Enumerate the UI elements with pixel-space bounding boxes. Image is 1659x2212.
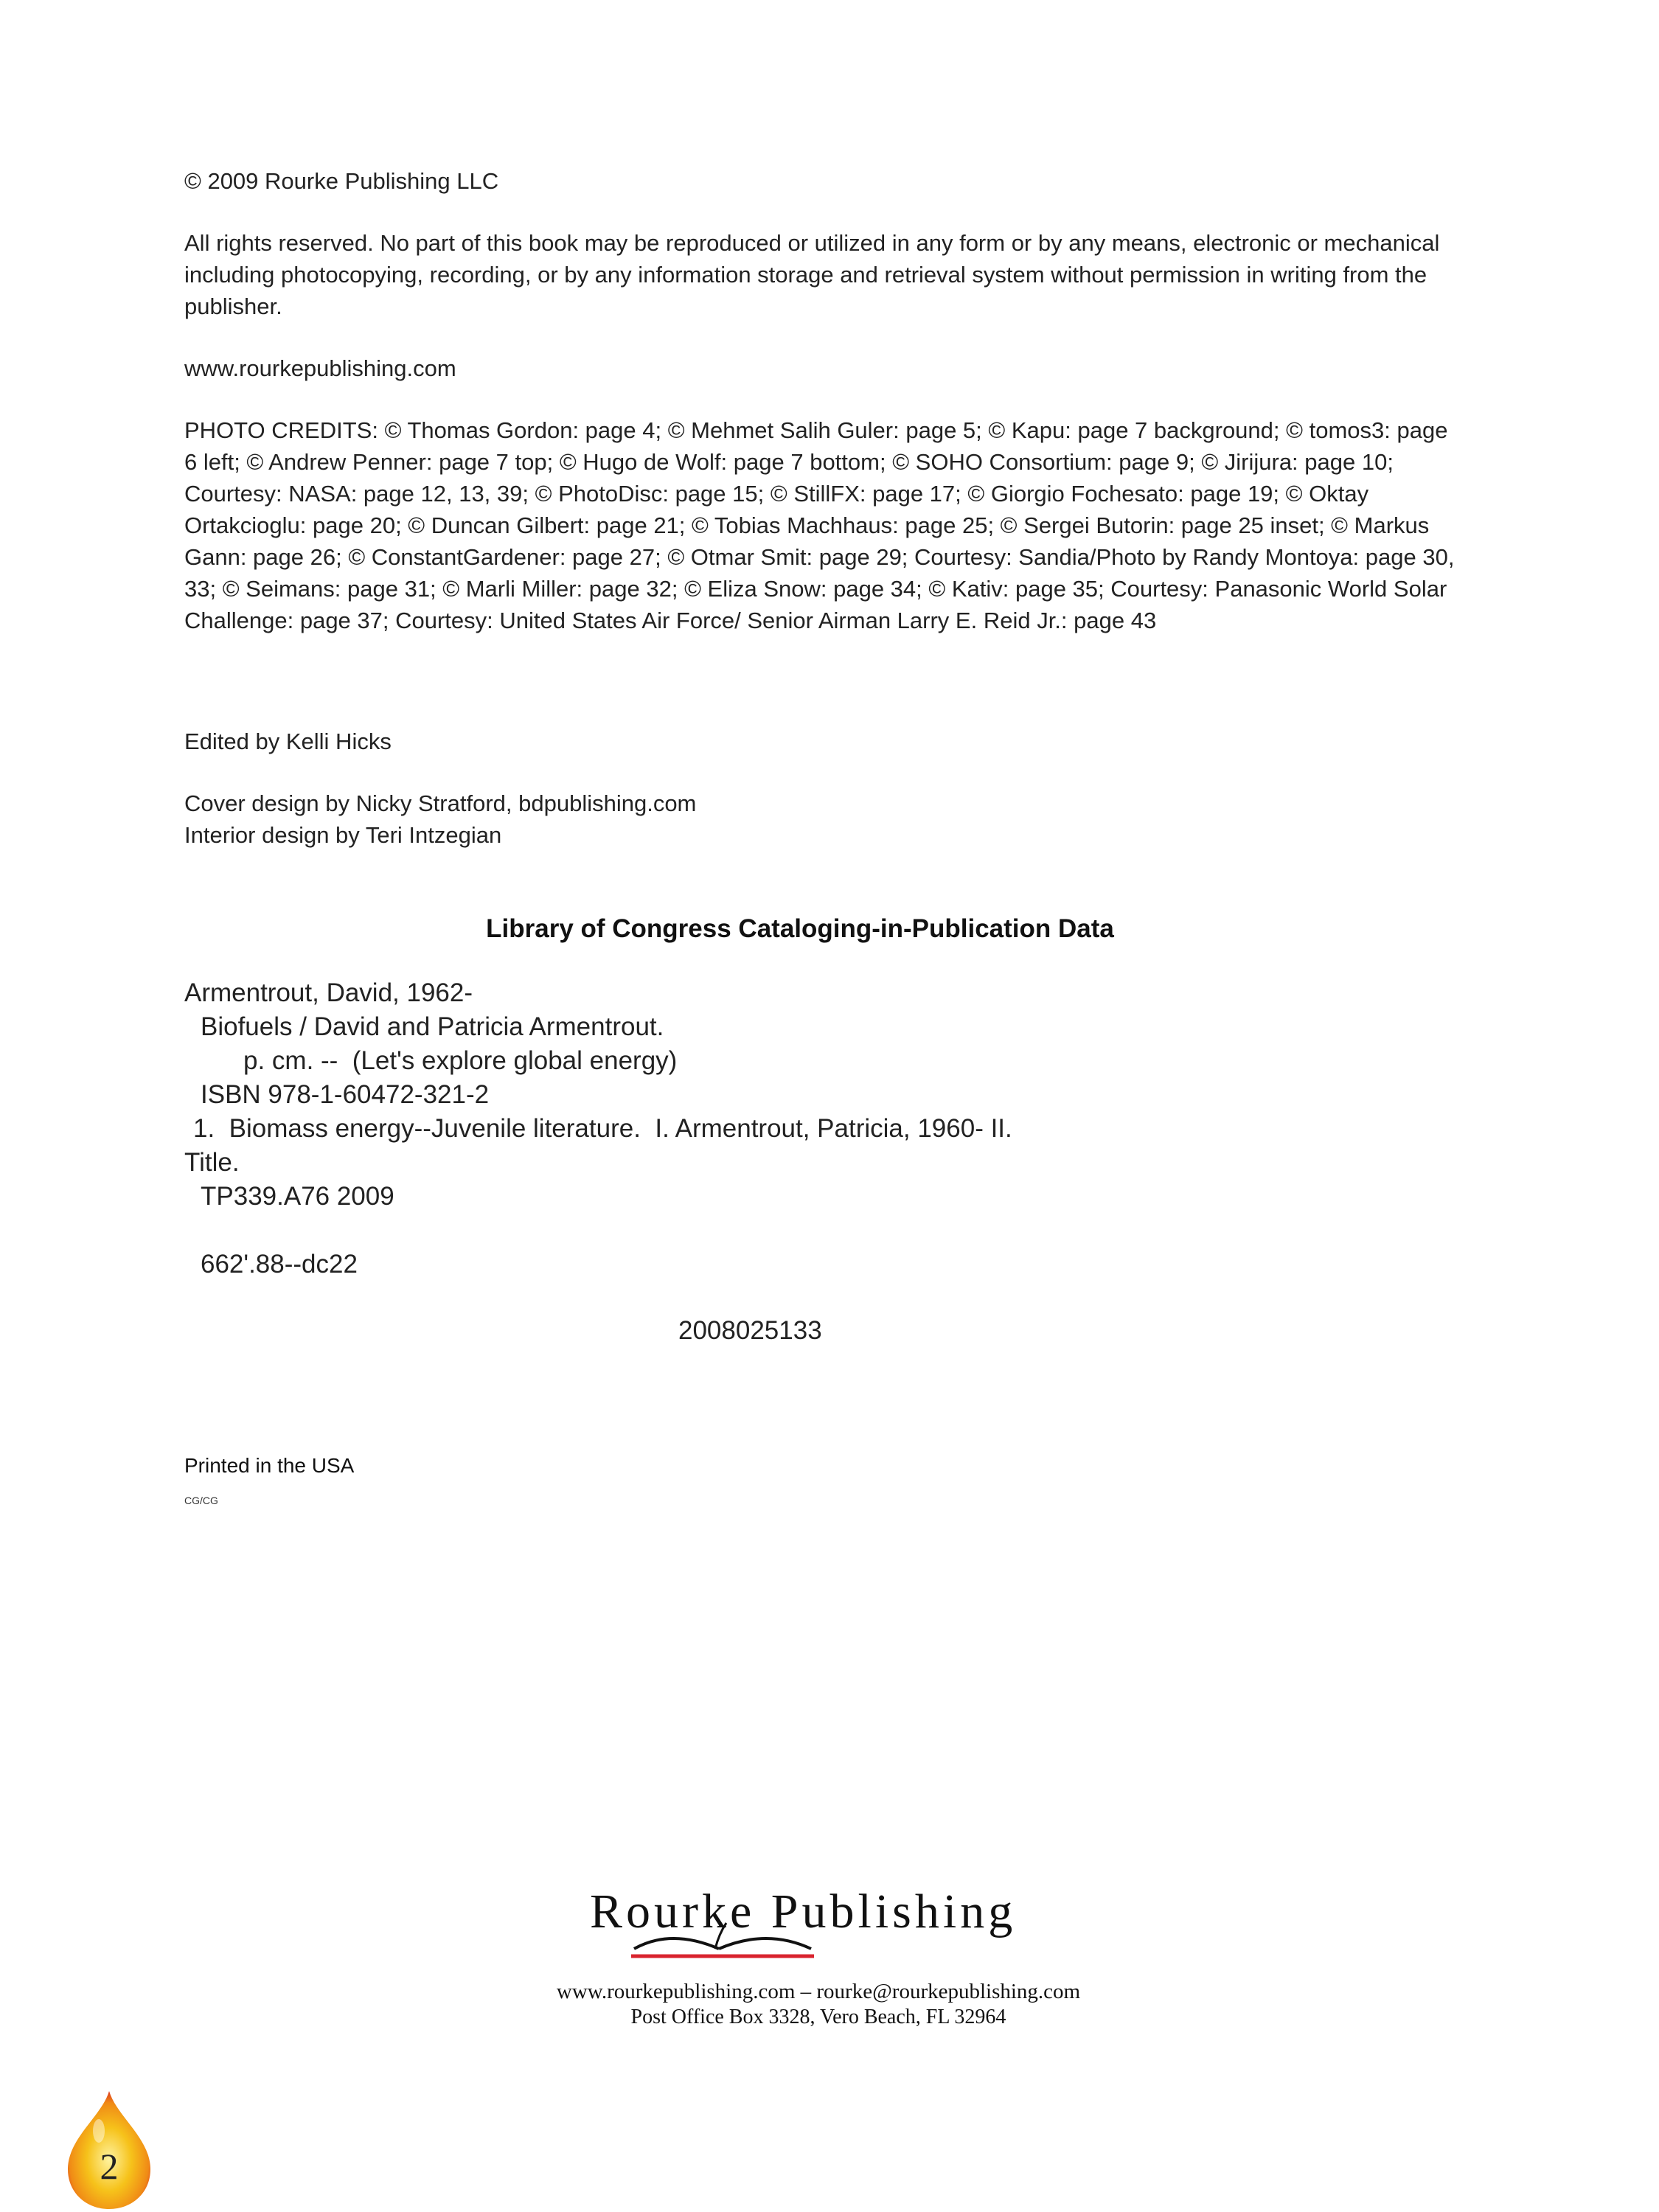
open-book-icon [627, 1919, 818, 1964]
cip-isbn: ISBN 978-1-60472-321-2 [201, 1080, 490, 1109]
cip-record [184, 976, 1460, 1281]
cip-title: Biofuels / David and Patricia Armentrout. [201, 1012, 664, 1041]
copyright-notice: © 2009 Rourke Publishing LLC [184, 168, 499, 194]
publisher-website[interactable]: www.rourkepublishing.com [184, 355, 456, 381]
cip-heading: Library of Congress Cataloging-in-Publication Data [486, 914, 1114, 943]
rights-statement: All rights reserved. No part of this book may be reproduced or utilized in any form or by any means, electronic or mechanical including photocopying, recording, or by any information storage and retrieval system without permission in writing from the publisher. [184, 230, 1440, 319]
publisher-address: Post Office Box 3328, Vero Beach, FL 32964 [630, 2006, 1006, 2026]
cip-lccn: 2008025133 [678, 1316, 822, 1345]
cip-author: Armentrout, David, 1962- [184, 978, 473, 1007]
cip-spacer [184, 1214, 1460, 1248]
publisher-logo-text: Rourke Publishing [590, 1885, 1017, 1938]
editor-credit: Edited by Kelli Hicks [184, 728, 392, 754]
printer-code: CG/CG [184, 1495, 218, 1506]
page-number-badge [63, 2087, 155, 2212]
cip-subjects-continued: Title. [184, 1148, 240, 1177]
photo-credits: PHOTO CREDITS: © Thomas Gordon: page 4; © Mehmet Salih Guler: page 5; © Kapu: page 7 background; © tomos3: page 6 left; © Andrew Penner: page 7 top; © Hugo de Wolf: page 7 bottom; © SOHO Consortium: page 9; © Jirijura: page 10; Courtesy: NASA: page 12, 13, 39; © PhotoDisc: page 15; © StillFX: page 17; © Giorgio Fochesato: page 19; © Oktay Ortakcioglu: page 20; © Duncan Gilbert: page 21; © Tobias Machhaus: page 25; © Sergei Butorin: page 25 inset; © Markus Gann: page 26; © ConstantGardener: page 27; © Otmar Smit: page 29; Courtesy: Sandia/Photo by Randy Montoya: page 30, 33; © Seimans: page 31; © Marli Miller: page 32; © Eliza Snow: page 34; © Kativ: page 35; Courtesy: Panasonic World Solar Challenge: page 37; Courtesy: United States Air Force/ Senior Airman Larry E. Reid Jr.: page 43 [184, 417, 1455, 633]
page-number: 2 [100, 2146, 119, 2187]
cip-subjects: 1. Biomass energy--Juvenile literature. I. Armentrout, Patricia, 1960- II. [193, 1114, 1012, 1143]
cover-design-credit: Cover design by Nicky Stratford, bdpublishing.com [184, 790, 697, 816]
design-credits [184, 787, 1460, 851]
cip-dewey: 662'.88--dc22 [201, 1250, 358, 1279]
publisher-contact[interactable]: www.rourkepublishing.com – rourke@rourkepublishing.com [556, 1980, 1081, 2003]
printed-location: Printed in the USA [184, 1454, 355, 1477]
cip-lc-classification: TP339.A76 2009 [201, 1182, 394, 1211]
publisher-logo [516, 1884, 1121, 1958]
cip-physical-description: p. cm. -- (Let's explore global energy) [243, 1046, 678, 1075]
interior-design-credit: Interior design by Teri Intzegian [184, 822, 502, 848]
